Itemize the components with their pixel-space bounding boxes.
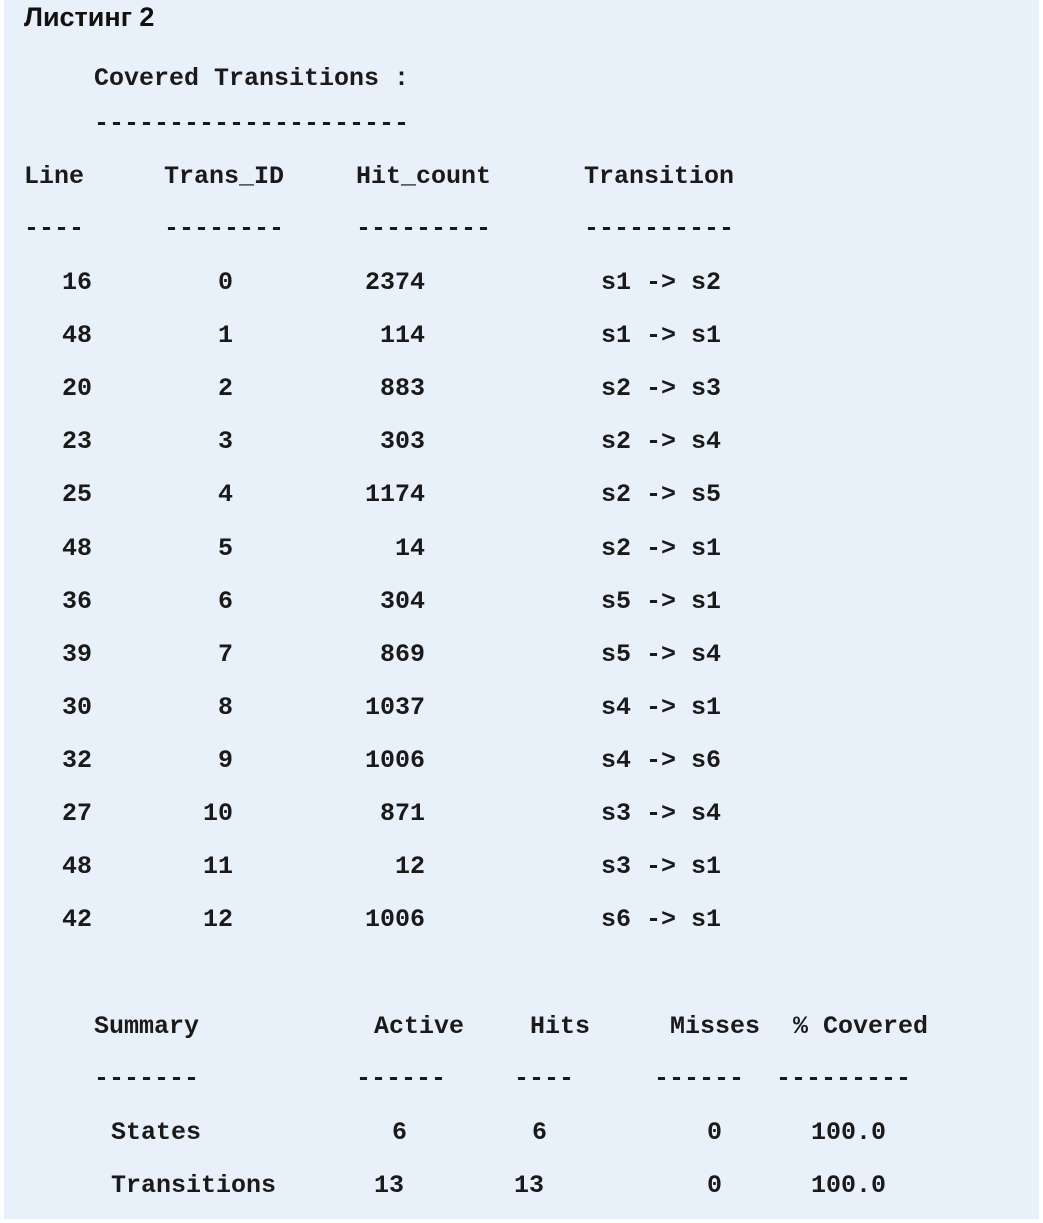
cell-hit-count: 12	[394, 852, 425, 881]
listing-title: Листинг 2	[24, 2, 155, 32]
cell-trans-id: 4	[217, 480, 233, 509]
cell-transition: s2 -> s4	[601, 427, 722, 456]
cell-hit-count: 871	[379, 799, 425, 828]
cell-trans-id: 6	[217, 587, 233, 616]
cell-hit-count: 883	[379, 374, 425, 403]
header-line: Line	[24, 162, 85, 191]
cell-line: 20	[61, 374, 92, 403]
cell-transition: s6 -> s1	[601, 905, 722, 934]
summary-active: 13	[374, 1171, 405, 1200]
summary-rule-hits: ----	[514, 1064, 575, 1093]
cell-trans-id: 7	[217, 640, 233, 669]
summary-misses: 0	[707, 1171, 723, 1200]
cell-line: 39	[61, 640, 92, 669]
summary-hits: 6	[532, 1118, 548, 1147]
rule-trans-id: --------	[164, 214, 285, 243]
cell-line: 16	[61, 268, 92, 297]
summary-header-covered: % Covered	[793, 1012, 929, 1041]
header-trans-id: Trans_ID	[164, 162, 285, 191]
cell-trans-id: 5	[217, 534, 233, 563]
cell-transition: s4 -> s6	[601, 746, 722, 775]
rule-hit-count: ---------	[356, 214, 492, 243]
cell-trans-id: 11	[202, 852, 233, 881]
cell-trans-id: 12	[202, 905, 233, 934]
summary-label: Transitions	[111, 1171, 277, 1200]
cell-line: 36	[61, 587, 92, 616]
summary-misses: 0	[707, 1118, 723, 1147]
cell-hit-count: 1006	[364, 905, 425, 934]
cell-line: 48	[61, 852, 92, 881]
rule-transition: ----------	[584, 214, 735, 243]
cell-transition: s2 -> s5	[601, 480, 722, 509]
cell-transition: s1 -> s2	[601, 268, 722, 297]
cell-hit-count: 304	[379, 587, 425, 616]
summary-rule-misses: ------	[654, 1064, 745, 1093]
cell-transition: s5 -> s1	[601, 587, 722, 616]
cell-hit-count: 303	[379, 427, 425, 456]
cell-line: 30	[61, 693, 92, 722]
cell-line: 42	[61, 905, 92, 934]
section-heading: Covered Transitions :	[94, 64, 410, 93]
cell-hit-count: 1006	[364, 746, 425, 775]
header-hit-count: Hit_count	[356, 162, 492, 191]
summary-covered: 100.0	[811, 1118, 887, 1147]
cell-line: 23	[61, 427, 92, 456]
cell-trans-id: 1	[217, 321, 233, 350]
cell-transition: s1 -> s1	[601, 321, 722, 350]
cell-trans-id: 2	[217, 374, 233, 403]
cell-trans-id: 3	[217, 427, 233, 456]
cell-transition: s2 -> s3	[601, 374, 722, 403]
summary-label: States	[111, 1118, 202, 1147]
cell-trans-id: 8	[217, 693, 233, 722]
header-transition: Transition	[584, 162, 735, 191]
cell-transition: s5 -> s4	[601, 640, 722, 669]
cell-transition: s3 -> s1	[601, 852, 722, 881]
listing-panel	[4, 0, 1039, 1219]
summary-header-active: Active	[374, 1012, 465, 1041]
cell-line: 25	[61, 480, 92, 509]
cell-transition: s4 -> s1	[601, 693, 722, 722]
summary-rule-active: ------	[356, 1064, 447, 1093]
cell-line: 48	[61, 321, 92, 350]
cell-hit-count: 1174	[364, 480, 425, 509]
section-rule: ---------------------	[94, 109, 410, 138]
summary-rule-summary: -------	[94, 1064, 200, 1093]
summary-covered: 100.0	[811, 1171, 887, 1200]
summary-header-hits: Hits	[530, 1012, 591, 1041]
summary-header-summary: Summary	[94, 1012, 200, 1041]
summary-header-misses: Misses	[670, 1012, 761, 1041]
cell-hit-count: 869	[379, 640, 425, 669]
cell-hit-count: 1037	[364, 693, 425, 722]
summary-rule-covered: ---------	[776, 1064, 912, 1093]
cell-line: 32	[61, 746, 92, 775]
cell-hit-count: 2374	[364, 268, 425, 297]
cell-trans-id: 0	[217, 268, 233, 297]
summary-active: 6	[392, 1118, 408, 1147]
cell-trans-id: 10	[202, 799, 233, 828]
rule-line: ----	[24, 214, 85, 243]
cell-line: 27	[61, 799, 92, 828]
cell-transition: s2 -> s1	[601, 534, 722, 563]
cell-trans-id: 9	[217, 746, 233, 775]
summary-hits: 13	[514, 1171, 545, 1200]
cell-line: 48	[61, 534, 92, 563]
cell-hit-count: 14	[394, 534, 425, 563]
cell-transition: s3 -> s4	[601, 799, 722, 828]
cell-hit-count: 114	[379, 321, 425, 350]
